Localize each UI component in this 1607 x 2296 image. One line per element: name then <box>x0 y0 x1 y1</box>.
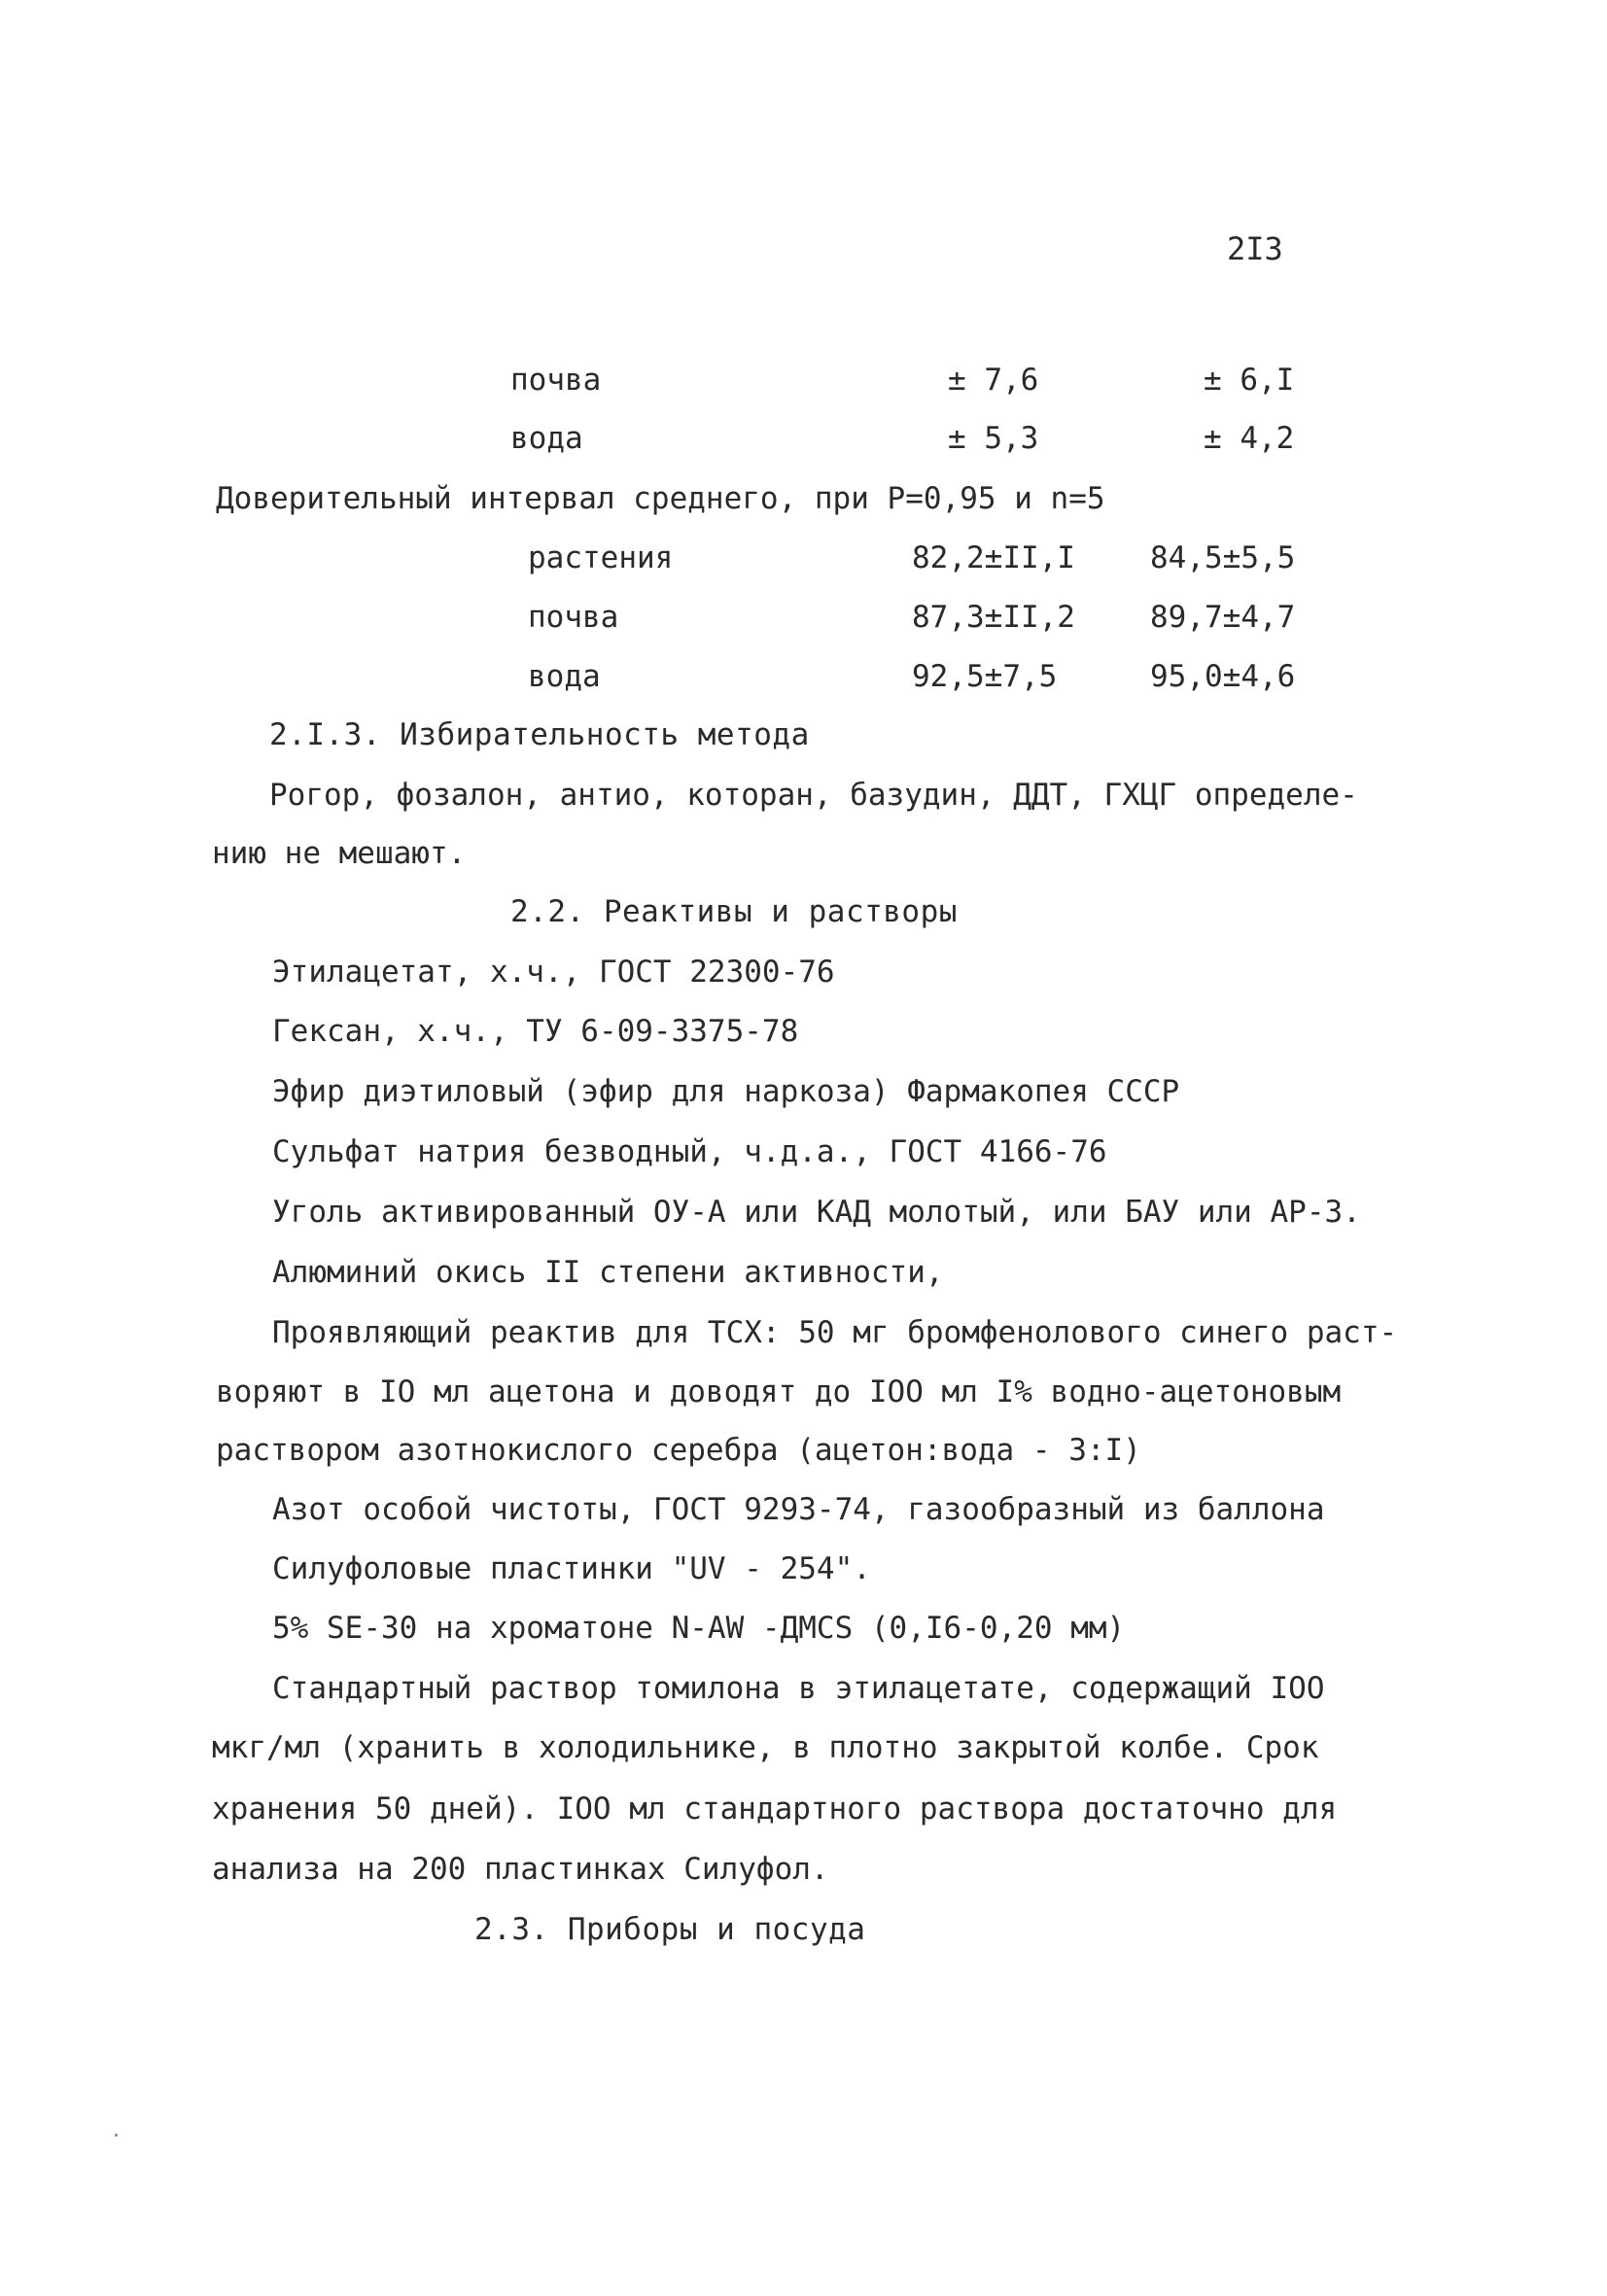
reagent-item: 5% SE-30 на хроматоне N-AW -ДМСS (0,I6-0,20 мм) <box>272 1611 1126 1646</box>
row-label: почва <box>510 363 602 398</box>
standard-solution-line: Стандартный раствор томилона в этилацетате, содержащий IOO <box>272 1671 1325 1706</box>
row-label: вода <box>510 421 583 456</box>
scan-speck <box>115 2134 118 2137</box>
section-heading-2-1-3: 2.I.3. Избирательность метода <box>269 717 810 752</box>
section-heading-2-3: 2.3. Приборы и посуда <box>474 1912 866 1947</box>
reagent-item: Силуфоловые пластинки "UV - 254". <box>272 1551 871 1586</box>
row-label: вода <box>528 659 601 694</box>
reagent-item: Эфир диэтиловый (эфир для наркоза) Фармакопея СССР <box>272 1074 1180 1109</box>
row-value-2: ± 6,I <box>1204 363 1295 398</box>
row-value-2: 84,5±5,5 <box>1150 540 1296 575</box>
developer-reagent-line: Проявляющий реактив для ТСХ: 50 мг бромфенолового синего раст- <box>272 1315 1398 1350</box>
page-number: 2I3 <box>1227 230 1283 267</box>
reagent-item: Сульфат натрия безводный, ч.д.а., ГОСТ 4166-76 <box>272 1134 1107 1169</box>
reagent-item: Уголь активированный ОУ-А или КАД молотый, или БАУ или АР-3. <box>272 1195 1361 1230</box>
developer-reagent-line: раствором азотнокислого серебра (ацетон:вода - 3:I) <box>216 1433 1141 1468</box>
standard-solution-line: хранения 50 дней). IOO мл стандартного раствора достаточно для <box>212 1792 1338 1826</box>
row-value-1: 87,3±II,2 <box>912 600 1075 635</box>
row-label: почва <box>528 600 619 635</box>
row-label: растения <box>528 540 674 575</box>
row-value-1: ± 7,6 <box>948 363 1039 398</box>
standard-solution-line: мкг/мл (хранить в холодильнике, в плотно закрытой колбе. Срок <box>212 1730 1319 1765</box>
confidence-heading: Доверительный интервал среднего, при P=0,95 и n=5 <box>216 481 1105 516</box>
row-value-2: 89,7±4,7 <box>1150 600 1296 635</box>
row-value-2: ± 4,2 <box>1204 421 1295 456</box>
developer-reagent-line: воряют в IO мл ацетона и доводят до IOO мл I% водно-ацетоновым <box>216 1374 1342 1409</box>
reagent-item: Гексан, х.ч., ТУ 6-09-3375-78 <box>272 1014 799 1049</box>
row-value-1: ± 5,3 <box>948 421 1039 456</box>
reagent-item: Азот особой чистоты, ГОСТ 9293-74, газообразный из баллона <box>272 1492 1325 1527</box>
reagent-item: Этилацетат, х.ч., ГОСТ 22300-76 <box>272 955 835 990</box>
standard-solution-line: анализа на 200 пластинках Силуфол. <box>212 1852 829 1887</box>
row-value-1: 82,2±II,I <box>912 540 1075 575</box>
paragraph-line: Рогор, фозалон, антио, которан, базудин, ДДТ, ГХЦГ определе- <box>269 778 1358 813</box>
row-value-2: 95,0±4,6 <box>1150 659 1296 694</box>
paragraph-line: нию не мешают. <box>212 836 467 871</box>
section-heading-2-2: 2.2. Реактивы и растворы <box>510 894 958 929</box>
row-value-1: 92,5±7,5 <box>912 659 1058 694</box>
reagent-item: Алюминий окись II степени активности, <box>272 1255 944 1290</box>
